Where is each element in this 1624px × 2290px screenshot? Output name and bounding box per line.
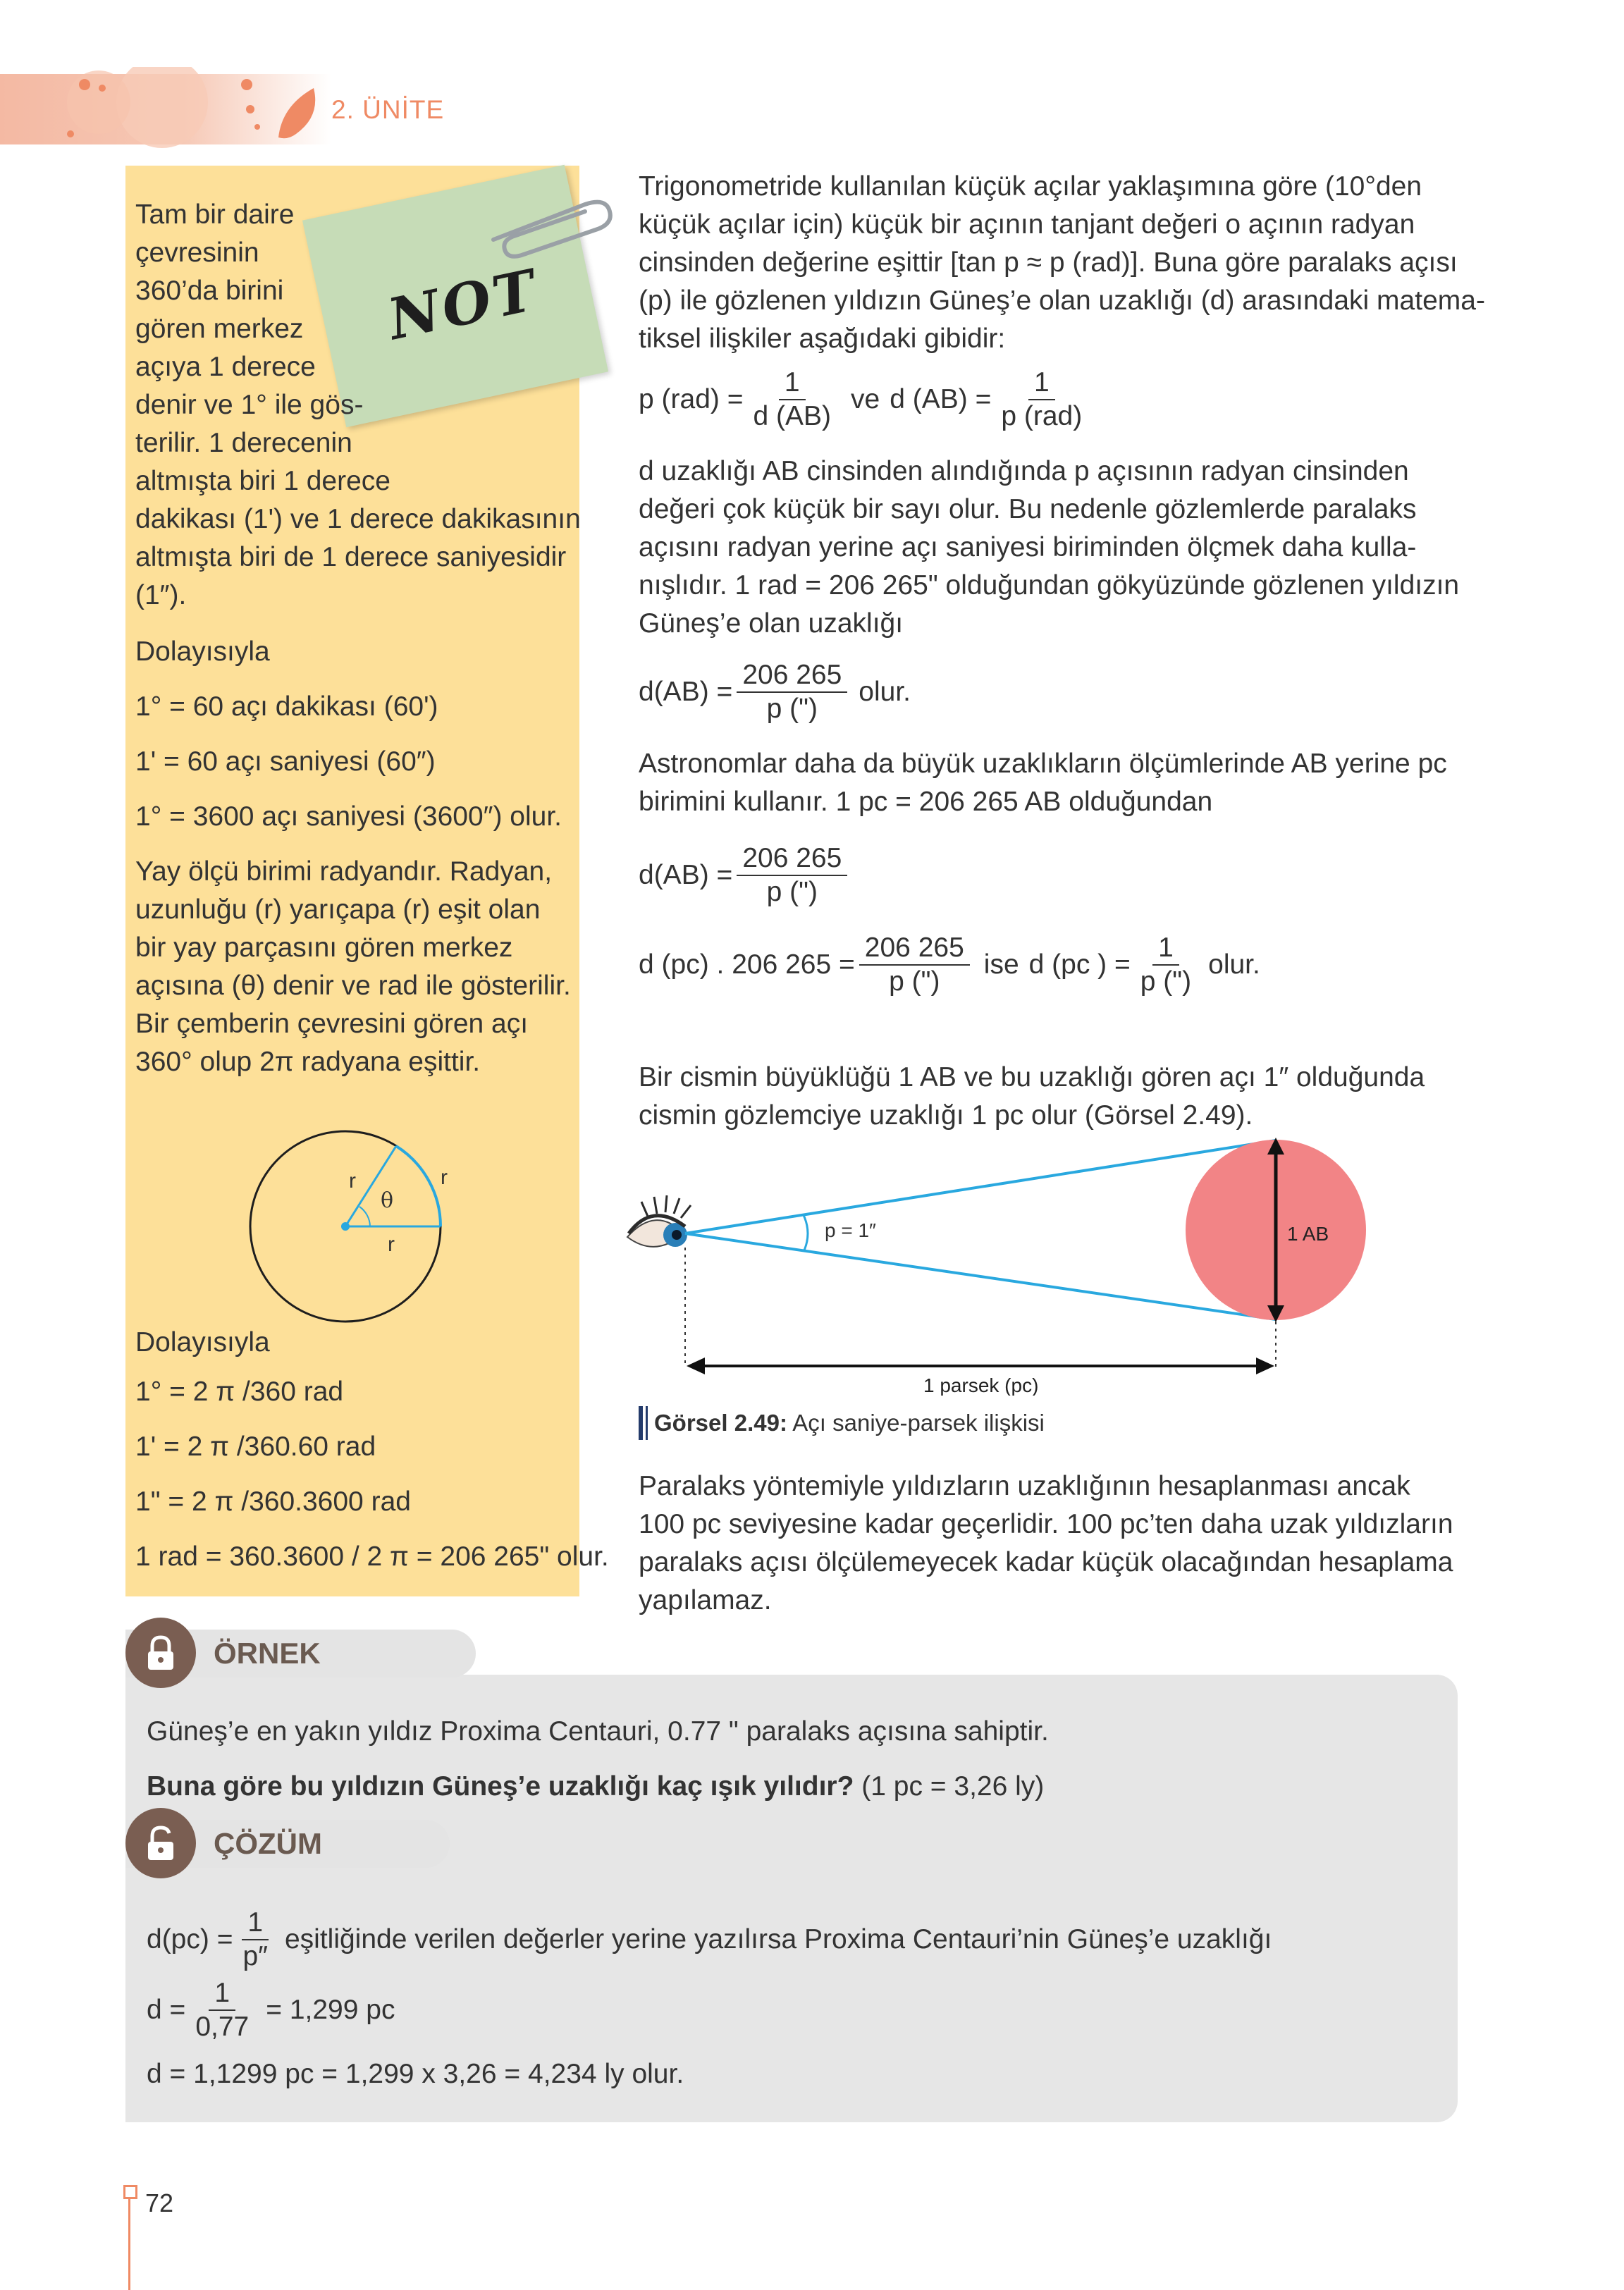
note-line: bir yay parçasını gören merkez xyxy=(135,932,513,963)
fraction-numerator: 206 265 xyxy=(859,932,970,966)
formula-lhs: d(AB) = xyxy=(639,860,733,890)
formula-lhs: d(AB) = xyxy=(639,677,733,707)
text-line: Paralaks yöntemiyle yıldızların uzaklığının hesaplanması ancak xyxy=(639,1471,1410,1501)
page-number: 72 xyxy=(145,2189,174,2217)
text-line: Güneş’e olan uzaklığı xyxy=(639,608,904,639)
unlock-icon xyxy=(125,1808,196,1878)
formula-2 xyxy=(639,659,911,725)
note-line: terilir. 1 derecenin xyxy=(135,428,352,458)
formula-1 xyxy=(639,367,1092,433)
text-line: d uzaklığı AB cinsinden alındığında p açısının radyan cinsinden xyxy=(639,456,1409,486)
solution-line-3: d = 1,1299 pc = 1,299 x 3,26 = 4,234 ly olur. xyxy=(147,2059,684,2089)
formula-lhs: d (pc ) = xyxy=(1028,949,1131,980)
main-paragraph-2 xyxy=(639,453,1459,643)
r-label-bottom: r xyxy=(388,1233,395,1256)
note-line: çevresinin xyxy=(135,238,259,268)
note-line: denir ve 1° ile gös- xyxy=(135,390,364,420)
note-dolayisiyla-2: Dolayısıyla xyxy=(135,1327,270,1358)
fraction-numerator: 206 265 xyxy=(737,659,847,693)
note-line: Tam bir daire xyxy=(135,199,295,230)
main-paragraph-3 xyxy=(639,745,1447,821)
note-eq-3: 1° = 3600 açı saniyesi (3600″) olur. xyxy=(135,801,562,832)
arc xyxy=(396,1146,441,1226)
caption-label: Görsel 2.49: xyxy=(654,1410,787,1436)
page-marker xyxy=(123,2185,137,2199)
main-paragraph-4 xyxy=(639,1059,1425,1135)
text-line: cinsinden değerine eşittir [tan p ≈ p (rad)]. Buna göre paralaks açısı xyxy=(639,247,1458,278)
formula-tail: eşitliğinde verilen değerler yerine yazılırsa Proxima Centauri’nin Güneş’e uzaklığı xyxy=(284,1924,1272,1954)
formula-4 xyxy=(639,932,1260,998)
caption-text: Açı saniye-parsek ilişkisi xyxy=(787,1410,1045,1436)
note-line: Yay ölçü birimi radyandır. Radyan, xyxy=(135,856,553,887)
note-label: NOT xyxy=(382,256,544,353)
r-label-top: r xyxy=(349,1169,356,1193)
formula-lhs: d(pc) = xyxy=(147,1924,233,1954)
center-point xyxy=(341,1222,350,1231)
fraction-numerator: 1 xyxy=(242,1907,269,1940)
page-line xyxy=(128,2199,130,2290)
eye-icon xyxy=(627,1195,691,1247)
fraction-numerator: 206 265 xyxy=(737,842,847,876)
note-line: uzunluğu (r) yarıçapa (r) eşit olan xyxy=(135,894,541,925)
size-label: 1 AB xyxy=(1287,1223,1329,1245)
text-line: cismin gözlemciye uzaklığı 1 pc olur (Görsel 2.49). xyxy=(639,1100,1253,1131)
caption-bar xyxy=(646,1406,648,1440)
fraction-numerator: 1 xyxy=(1152,932,1179,966)
example-question xyxy=(147,1768,1044,1806)
note-line: dakikası (1') ve 1 derece dakikasının xyxy=(135,504,581,534)
solution-formula-1 xyxy=(147,1907,1272,1973)
text-line: Trigonometride kullanılan küçük açılar yaklaşımına göre (10°den xyxy=(639,171,1422,202)
parsec-figure xyxy=(620,1128,1382,1396)
arrow-head-right xyxy=(1256,1358,1274,1374)
note-paragraph-2 xyxy=(135,853,571,1081)
caption-bar xyxy=(639,1406,643,1440)
note-line: açısına (θ) denir ve rad ile gösterilir. xyxy=(135,971,571,1001)
example-title: ÖRNEK xyxy=(214,1637,321,1670)
header-decoration xyxy=(0,67,331,152)
figure-caption xyxy=(654,1410,1045,1436)
fraction xyxy=(237,1907,273,1973)
note-line: (1″). xyxy=(135,580,187,610)
arrow-head-left xyxy=(687,1358,705,1374)
example-line-1: Güneş’e en yakın yıldız Proxima Centauri, 0.77 " paralaks açısına sahiptir. xyxy=(147,1716,1049,1747)
fraction xyxy=(995,367,1088,433)
r-label-arc: r xyxy=(441,1166,448,1189)
note-line: altmışta biri 1 derece xyxy=(135,466,390,496)
text-line: Astronomlar daha da büyük uzaklıkların ölçümlerinde AB yerine pc xyxy=(639,749,1447,779)
question-bold: Buna göre bu yıldızın Güneş’e uzaklığı kaç ışık yılıdır? xyxy=(147,1771,854,1802)
distance-label: 1 parsek (pc) xyxy=(923,1374,1039,1396)
fraction xyxy=(1135,932,1197,998)
theta-label: θ xyxy=(381,1188,394,1213)
fraction-numerator: 1 xyxy=(779,367,806,400)
text-line: (p) ile gözlenen yıldızın Güneş’e olan uzaklığı (d) arasındaki matema- xyxy=(639,285,1485,316)
question-tail: (1 pc = 3,26 ly) xyxy=(854,1771,1045,1802)
radian-circle-diagram xyxy=(240,1121,465,1332)
fraction xyxy=(737,659,847,725)
text-line: birimini kullanır. 1 pc = 206 265 AB olduğundan xyxy=(639,787,1213,817)
note-line: 360’da birini xyxy=(135,276,284,306)
fraction-denominator: p″ xyxy=(242,1941,268,1971)
note-line: açıya 1 derece xyxy=(135,352,316,382)
text-line: paralaks açısı ölçülemeyecek kadar küçük olacağından hesaplama xyxy=(639,1547,1453,1577)
note-eq-5: 1' = 2 π /360.60 rad xyxy=(135,1432,376,1462)
note-line: Bir çemberin çevresini gören açı xyxy=(135,1009,529,1039)
formula-tail: = 1,299 pc xyxy=(266,1995,395,2025)
main-paragraph-5 xyxy=(639,1467,1453,1620)
text-line: tiksel ilişkiler aşağıdaki gibidir: xyxy=(639,324,1006,354)
formula-lhs: d (AB) = xyxy=(890,384,992,414)
text-line: açısını radyan yerine açı saniyesi biriminden ölçmek daha kulla- xyxy=(639,532,1417,562)
formula-lhs: p (rad) = xyxy=(639,384,744,414)
text-line: küçük açılar için) küçük bir açının tanjant değeri o açının radyan xyxy=(639,209,1415,240)
fraction xyxy=(737,842,847,909)
fraction-numerator: 1 xyxy=(1028,367,1055,400)
fraction-denominator: p (") xyxy=(766,877,818,907)
text-line: Bir cismin büyüklüğü 1 AB ve bu uzaklığı gören açı 1″ olduğunda xyxy=(639,1062,1425,1092)
formula-3 xyxy=(639,842,851,909)
note-eq-4: 1° = 2 π /360 rad xyxy=(135,1377,344,1407)
note-line: 360° olup 2π radyana eşittir. xyxy=(135,1047,481,1077)
angle-label: p = 1″ xyxy=(825,1219,876,1241)
note-dolayisiyla-1: Dolayısıyla xyxy=(135,636,270,667)
formula-connector: ise xyxy=(983,949,1019,980)
solution-title: ÇÖZÜM xyxy=(214,1827,322,1860)
fraction-denominator: p (rad) xyxy=(1001,401,1083,431)
fraction xyxy=(190,1977,254,2043)
text-line: yapılamaz. xyxy=(639,1585,772,1615)
note-eq-6: 1" = 2 π /360.3600 rad xyxy=(135,1486,411,1517)
fraction-denominator: p (") xyxy=(889,966,940,997)
formula-tail: olur. xyxy=(859,677,911,707)
fraction xyxy=(859,932,970,998)
note-line: gören merkez xyxy=(135,314,304,344)
angle-arc xyxy=(359,1207,370,1226)
formula-lhs: d (pc) . 206 265 = xyxy=(639,949,855,980)
fraction-denominator: p (") xyxy=(766,694,818,724)
fraction-denominator: 0,77 xyxy=(195,2012,250,2042)
unit-title: 2. ÜNİTE xyxy=(331,95,445,124)
angle-arc xyxy=(804,1215,808,1252)
solution-formula-2 xyxy=(147,1977,395,2043)
note-line: altmışta biri de 1 derece saniyesidir xyxy=(135,542,567,572)
text-line: nışlıdır. 1 rad = 206 265" olduğundan gökyüzünde gözlenen yıldızın xyxy=(639,570,1460,601)
text-line: değeri çok küçük bir sayı olur. Bu nedenle gözlemlerde paralaks xyxy=(639,494,1417,524)
text-line: 100 pc seviyesine kadar geçerlidir. 100 pc’ten daha uzak yıldızların xyxy=(639,1509,1453,1539)
formula-lhs: d = xyxy=(147,1995,186,2025)
note-paragraph-1 xyxy=(135,196,581,615)
note-eq-2: 1' = 60 açı saniyesi (60″) xyxy=(135,746,436,777)
main-paragraph-1 xyxy=(639,168,1485,358)
fraction xyxy=(747,367,837,433)
fraction-numerator: 1 xyxy=(209,1977,235,2011)
note-eq-1: 1° = 60 açı dakikası (60') xyxy=(135,691,438,722)
lock-icon xyxy=(125,1618,196,1688)
fraction-denominator: p (") xyxy=(1140,966,1192,997)
note-eq-7: 1 rad = 360.3600 / 2 π = 206 265" olur. xyxy=(135,1541,609,1572)
formula-tail: olur. xyxy=(1208,949,1260,980)
formula-connector: ve xyxy=(851,384,880,414)
fraction-denominator: d (AB) xyxy=(753,401,832,431)
